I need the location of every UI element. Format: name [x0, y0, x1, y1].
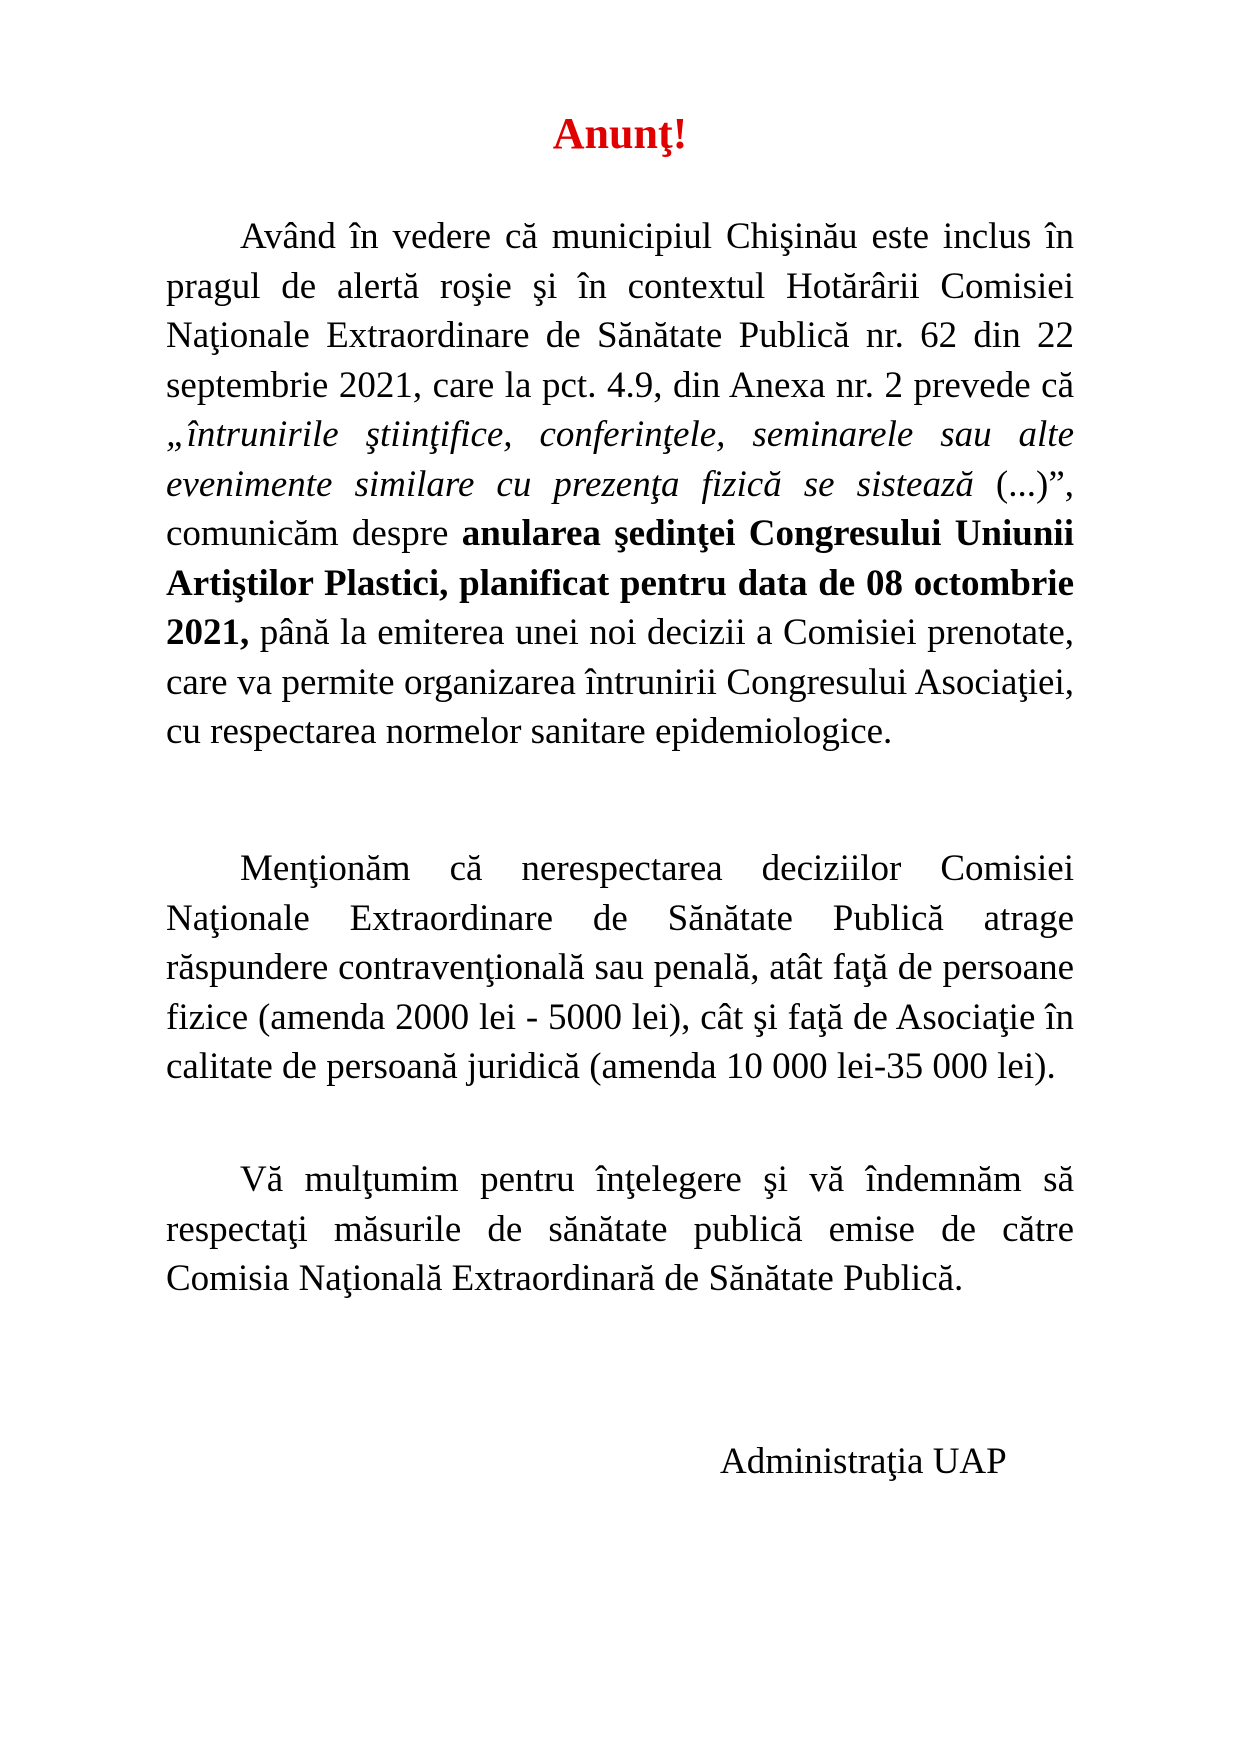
- paragraph-1-bold: anularea şedinţei Congresului Uniunii Artiştilor Plastici, planificat pentru data de 08 octombrie 2021,: [166, 513, 1074, 653]
- announcement-title: Anunţ!: [552, 109, 688, 158]
- paragraph-1-quote: „întrunirile ştiinţifice, conferinţele, seminarele sau alte evenimente similare cu prezenţa fizică se sistează: [166, 414, 1074, 505]
- paragraph-thanks: Vă mulţumim pentru înţelegere şi vă îndemnăm să respectaţi măsurile de sănătate publică emise de către Comisia Naţională Extraordinară de Sănătate Publică.: [166, 1159, 1074, 1299]
- paragraph-cancellation-notice: [166, 212, 1074, 757]
- paragraph-1-tail: până la emiterea unei noi decizii a Comisiei prenotate, care va permite organizarea întrunirii Congresului Asociaţiei, cu respectarea normelor sanitare epidemiologice.: [166, 612, 1074, 752]
- paragraph-penalties: Menţionăm că nerespectarea deciziilor Comisiei Naţionale Extraordinare de Sănătate Publică atrage răspundere contravenţională sau penală, atât faţă de persoane fizice (amenda 2000 lei - 5000 lei), cât şi faţă de Asociaţie în calitate de persoană juridică (amenda 10 000 lei-35 000 lei).: [166, 848, 1074, 1087]
- paragraph-1-quote-tail: (...)”, comunicăm despre: [166, 463, 1074, 554]
- signature: Administraţia UAP: [720, 1441, 1007, 1482]
- paragraph-1-lead: Având în vedere că municipiul Chişinău este inclus în pragul de alertă roşie şi în contextul Hotărârii Comisiei Naţionale Extraordinare de Sănătate Publică nr. 62 din 22 septembrie 2021, care la pct. 4.9, din Anexa nr. 2 prevede că: [166, 216, 1074, 406]
